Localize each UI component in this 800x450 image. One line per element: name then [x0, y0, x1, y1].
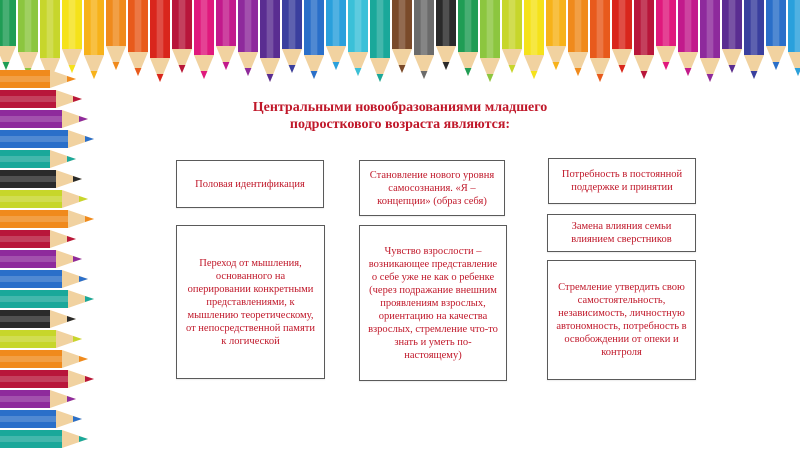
- pencil: [0, 270, 88, 288]
- pencil: [744, 0, 764, 79]
- pencil: [0, 390, 76, 408]
- pencil: [612, 0, 632, 73]
- box-thinking-transition: [176, 225, 325, 379]
- pencils-top-decoration: [0, 0, 800, 82]
- pencil: [766, 0, 786, 70]
- pencil: [194, 0, 214, 79]
- pencil: [524, 0, 544, 79]
- box-sense-of-adulthood-text: Чувство взрослости – возникающее представление о себе уже не как о ребенке (через подражание внешним проявлениям взрослых, ориентацию на качества взрослых, стремление что-то знать и уметь по-настоящему): [368, 245, 498, 361]
- pencil: [568, 0, 588, 76]
- pencil: [0, 70, 76, 88]
- pencils-left-decoration: [0, 0, 120, 450]
- box-peer-influence: [547, 214, 696, 252]
- pencil: [502, 0, 522, 73]
- pencil: [634, 0, 654, 79]
- pencil: [260, 0, 280, 82]
- pencil: [0, 370, 94, 388]
- title-line-2: подросткового возраста являются:: [289, 117, 511, 132]
- pencil: [0, 110, 88, 128]
- pencil: [0, 410, 82, 428]
- page-title: [180, 99, 620, 133]
- title-line-1: Центральными новообразованиями младшего: [252, 100, 548, 115]
- pencil: [656, 0, 676, 70]
- box-independence: [547, 260, 696, 380]
- box-gender-identification: [176, 160, 324, 208]
- box-sense-of-adulthood: [359, 225, 507, 381]
- box-need-support-text: Потребность в постоянной поддержке и принятии: [561, 169, 683, 193]
- pencil: [0, 250, 82, 268]
- pencil: [150, 0, 170, 82]
- pencil: [788, 0, 800, 76]
- box-need-support: [548, 158, 696, 204]
- pencil: [172, 0, 192, 73]
- pencil: [216, 0, 236, 70]
- box-gender-identification-text: Половая идентификация: [195, 178, 305, 190]
- pencil: [436, 0, 456, 70]
- pencil: [0, 90, 82, 108]
- pencil: [590, 0, 610, 82]
- pencil: [282, 0, 302, 73]
- pencil: [392, 0, 412, 73]
- pencil: [304, 0, 324, 79]
- box-thinking-transition-text: Переход от мышления, основанного на оперировании конкретными представлениями, к мышлению теоретическому, от непосредственной памяти к логической: [185, 257, 315, 347]
- pencil: [238, 0, 258, 76]
- box-self-awareness: [359, 160, 505, 216]
- box-peer-influence-text: Замена влияния семьи влиянием сверстников: [571, 221, 672, 245]
- pencil: [326, 0, 346, 70]
- pencil: [0, 170, 82, 188]
- pencil: [722, 0, 742, 73]
- pencil: [678, 0, 698, 76]
- pencil: [370, 0, 390, 82]
- pencil: [700, 0, 720, 82]
- pencil: [0, 330, 82, 348]
- pencil: [414, 0, 434, 79]
- pencil: [0, 190, 88, 208]
- box-independence-text: Стремление утвердить свою самостоятельность, независимость, личностную автономность, потребность в освобождении от опеки и контроля: [556, 282, 687, 358]
- pencil: [458, 0, 478, 76]
- pencil: [0, 210, 94, 228]
- pencil: [0, 150, 76, 168]
- pencil: [0, 130, 94, 148]
- pencil: [0, 310, 76, 328]
- box-self-awareness-text: Становление нового уровня самосознания. «Я – концепции» (образ себя): [369, 169, 495, 207]
- pencil: [0, 290, 94, 308]
- pencil: [0, 430, 88, 448]
- pencil: [128, 0, 148, 76]
- pencil: [480, 0, 500, 82]
- pencil: [0, 230, 76, 248]
- pencil: [546, 0, 566, 70]
- pencil: [0, 350, 88, 368]
- pencil: [348, 0, 368, 76]
